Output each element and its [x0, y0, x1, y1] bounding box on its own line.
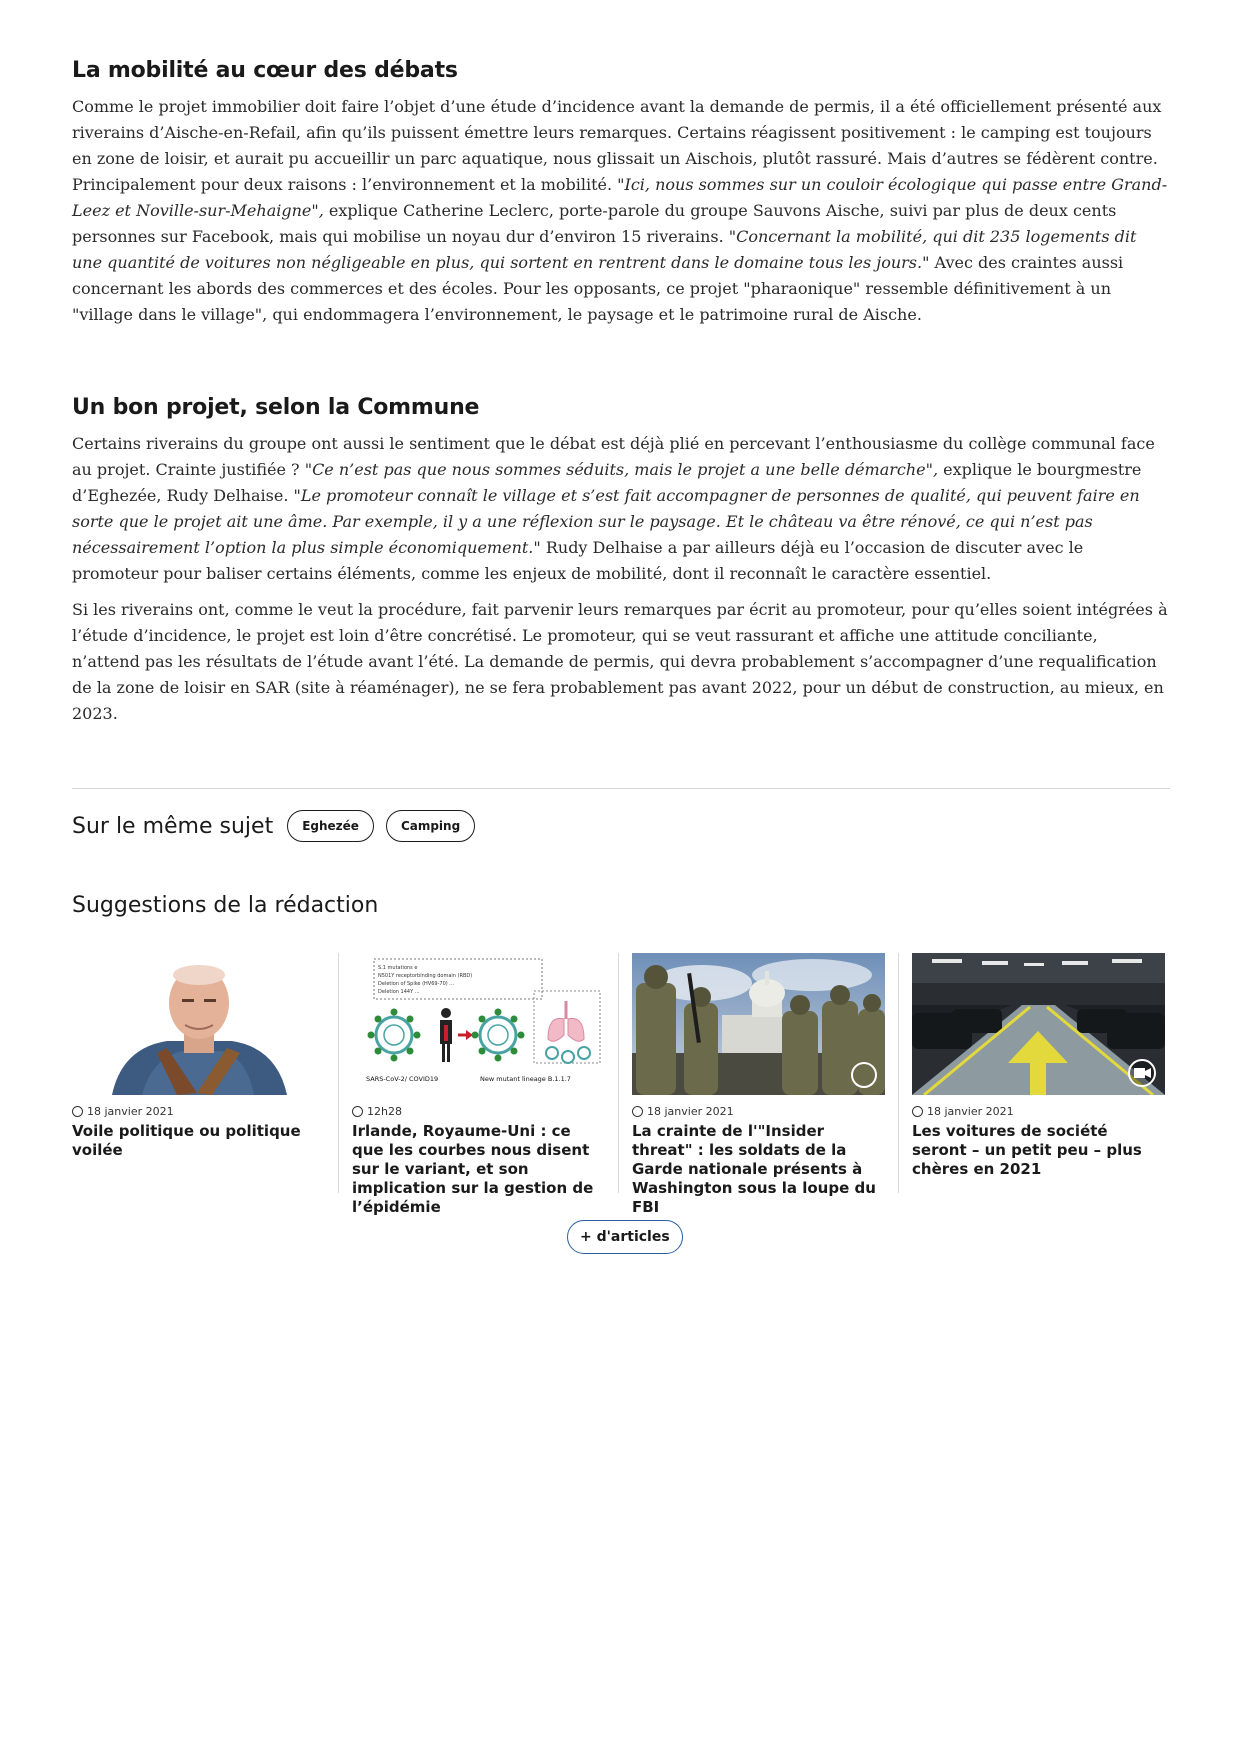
- card-date: 18 janvier 2021: [927, 1105, 1014, 1118]
- card-title[interactable]: Irlande, Royaume-Uni : ce que les courbes nous disent sur le variant, et son implication sur la gestion de l’épidémie: [352, 1122, 594, 1216]
- card-title[interactable]: La crainte de l'"Insider threat" : les soldats de la Garde nationale présents à Washington sous la loupe du FBI: [632, 1122, 876, 1216]
- text-run: explique le bourgmestre d’Eghezée, Rudy Delhaise.: [72, 460, 1142, 505]
- diagram-label-right: New mutant lineage B.1.1.7: [480, 1075, 571, 1083]
- tag-camping[interactable]: Camping: [386, 810, 475, 842]
- clock-icon: [912, 1106, 923, 1117]
- more-articles-button[interactable]: + d'articles: [567, 1220, 683, 1254]
- text-run: Avec des craintes aussi concernant les abords des commerces et des écoles. Pour les opposants, ce projet "pharaonique" ressemble définitivement à un "village dans le village", qui endommagera l’environnement, le paysage et le patrimoine rural de Aische.: [72, 253, 1124, 324]
- photo-thumbnail[interactable]: [632, 953, 885, 1095]
- diagram-thumbnail[interactable]: [352, 953, 605, 1095]
- video-thumbnail[interactable]: [912, 953, 1165, 1095]
- card-meta: [72, 1105, 325, 1118]
- suggestion-card[interactable]: [618, 953, 898, 1216]
- quote-run: "Ce n’est pas que nous sommes séduits, mais le projet a une belle démarche",: [304, 460, 939, 479]
- parking-garage-image: [912, 953, 1165, 1095]
- clock-icon: [352, 1106, 363, 1117]
- portrait-image: [72, 953, 325, 1095]
- quote-run: "Le promoteur connaît le village et s’est fait accompagner de personnes de qualité, qui peuvent faire en sorte que le projet ait une âme. Par exemple, il y a une réflexion sur le paysage. Et le château va être rénové, ce qui n’est pas nécessairement l’option la plus simple économiquement.": [72, 486, 1140, 557]
- clock-icon: [72, 1106, 83, 1117]
- card-title[interactable]: Voile politique ou politique voilée: [72, 1122, 301, 1159]
- card-date: 12h28: [367, 1105, 402, 1118]
- card-meta: [632, 1105, 885, 1118]
- card-meta: [352, 1105, 605, 1118]
- quote-run: "Ici, nous sommes sur un couloir écologique qui passe entre Grand-Leez et Noville-sur-Mehaigne",: [72, 175, 1168, 220]
- virus-diagram-image: [352, 953, 605, 1095]
- diagram-box-line: N501Y receptorbinding domain (RBD): [378, 973, 473, 979]
- diagram-label-left: SARS-CoV-2/ COVID19: [366, 1075, 439, 1083]
- suggestions-title: Suggestions de la rédaction: [72, 893, 379, 918]
- suggestion-card[interactable]: [338, 953, 618, 1216]
- diagram-box-line: Deletion 144Y ...: [378, 989, 420, 995]
- suggestion-card[interactable]: [72, 953, 338, 1193]
- card-date: 18 janvier 2021: [647, 1105, 734, 1118]
- diagram-box-line: S.1 mutations e: [378, 965, 418, 971]
- suggestion-card[interactable]: [898, 953, 1178, 1193]
- card-meta: [912, 1105, 1165, 1118]
- portrait-thumbnail[interactable]: [72, 953, 325, 1095]
- diagram-box-line: Deletion of Spike (HV69-70) ...: [378, 981, 455, 987]
- quote-run: "Concernant la mobilité, qui dit 235 logements dit une quantité de voitures non négligeable en plus, qui sortent en rentrent dans le domaine tous les jours.": [72, 227, 1137, 272]
- suggestions-list: [72, 953, 1170, 1216]
- text-run: Comme le projet immobilier doit faire l’objet d’une étude d’incidence avant la demande de permis, il a été officiellement présenté aux riverains d’Aische-en-Refail, afin qu’ils puissent émettre leurs remarques. Certains réagissent positivement : le camping est toujours en zone de loisir, et aurait pu accueillir un parc aquatique, nous glissait un Aischois, plutôt rassuré. Mais d’autres se fédèrent contre. Principalement pour deux raisons : l’environnement et la mobilité.: [72, 97, 1162, 194]
- paragraph-commune-1: [72, 431, 1170, 587]
- card-title[interactable]: Les voitures de société seront – un petit peu – plus chères en 2021: [912, 1122, 1142, 1178]
- paragraph-commune-2: Si les riverains ont, comme le veut la procédure, fait parvenir leurs remarques par écrit au promoteur, pour qu’elles soient intégrées à l’étude d’incidence, le projet est loin d’être concrétisé. Le promoteur, qui se veut rassurant et affiche une attitude conciliante, n’attend pas les résultats de l’étude avant l’été. La demande de permis, qui devra probablement s’accompagner d’une requalification de la zone de loisir en SAR (site à réaménager), ne se fera probablement pas avant 2022, pour un début de construction, au mieux, en 2023.: [72, 600, 1168, 723]
- tag-eghezee[interactable]: Eghezée: [287, 810, 374, 842]
- capitol-soldiers-image: [632, 953, 885, 1095]
- related-title: Sur le même sujet: [72, 813, 274, 839]
- section-heading-mobility: La mobilité au cœur des débats: [72, 58, 458, 83]
- video-camera-icon: [1129, 1060, 1155, 1086]
- section-heading-commune: Un bon projet, selon la Commune: [72, 395, 480, 420]
- clock-icon: [632, 1106, 643, 1117]
- text-run: Certains riverains du groupe ont aussi le sentiment que le débat est déjà plié en percevant l’enthousiasme du collège communal face au projet. Crainte justifiée ?: [72, 434, 1155, 479]
- related-topics: [72, 810, 487, 842]
- section-divider: [72, 788, 1170, 789]
- text-run: Rudy Delhaise a par ailleurs déjà eu l’occasion de discuter avec le promoteur pour baliser certains éléments, comme les enjeux de mobilité, dont il reconnaît le caractère essentiel.: [72, 538, 1084, 583]
- text-run: explique Catherine Leclerc, porte-parole du groupe Sauvons Aische, suivi par plus de deux cents personnes sur Facebook, mais qui mobilise un noyau dur d’environ 15 riverains.: [72, 201, 1117, 246]
- card-date: 18 janvier 2021: [87, 1105, 174, 1118]
- paragraph-mobility: [72, 94, 1170, 328]
